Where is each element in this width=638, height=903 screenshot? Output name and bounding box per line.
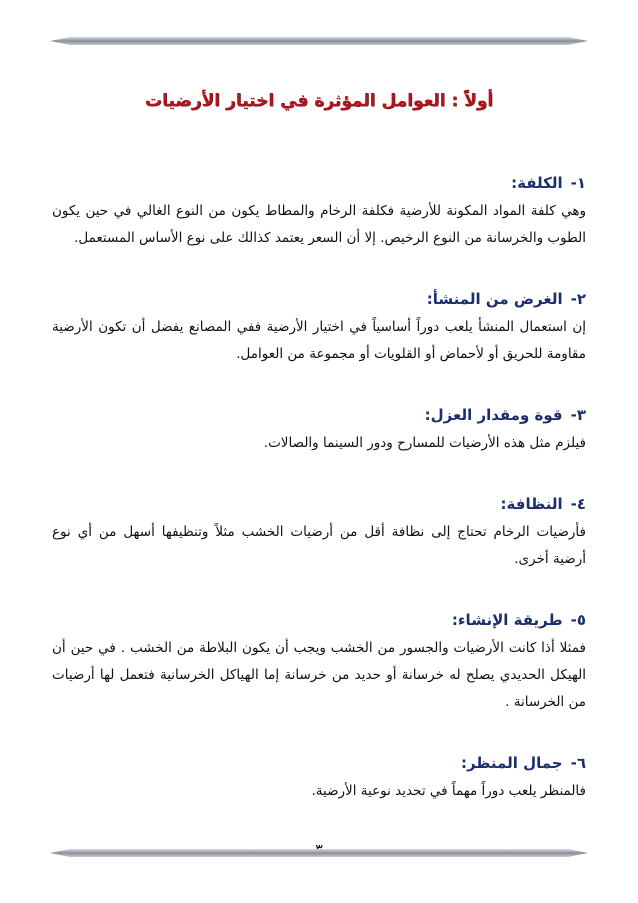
- section-heading: [52, 609, 586, 631]
- section-body: فأرضيات الرخام تحتاج إلى نظافة أقل من أرضيات الخشب مثلاً وتنظيفها أسهل من أي نوع أرضية أخرى.: [52, 524, 586, 567]
- section-number: ٦-: [570, 754, 586, 772]
- page-title: أولاً : العوامل المؤثرة في اختيار الأرضيات: [144, 91, 494, 111]
- section-number: ١-: [570, 174, 586, 192]
- section-construction-method: [52, 609, 586, 716]
- section-body: وهي كلفة المواد المكونة للأرضية فكلفة الرخام والمطاط يكون من النوع الغالي في حين يكون الطوب والخرسانة من النوع الرخيص. إلا أن السعر يعتمد كذالك على نوع الأساس المستعمل.: [52, 203, 586, 246]
- section-body: فيلزم مثل هذه الأرضيات للمسارح ودور السينما والصالات.: [263, 435, 586, 451]
- section-body: فمثلا أذا كانت الأرضيات والجسور من الخشب ويجب أن يكون البلاطة من الخشب . في حين أن الهيكل الحديدي يصلح له خرسانة أو حديد من خرسانة إما الهياكل الخرسانية فتعمل لها أرضيات من الخرسانة .: [52, 640, 586, 710]
- section-number: ٤-: [570, 495, 586, 513]
- section-title: قوة ومقدار العزل:: [424, 406, 563, 424]
- section-cost: [52, 172, 586, 252]
- section-title: الكلفة:: [511, 174, 563, 192]
- section-body: إن استعمال المنشأ يلعب دوراً أساسياً في اختيار الأرضية ففي المصانع يفضل أن تكون الأرضية مقاومة للحريق أو لأحماض أو القلويات أو مجموعة من العوامل.: [52, 319, 586, 362]
- section-heading: [52, 493, 586, 515]
- section-heading: [52, 172, 586, 194]
- section-title: جمال المنظر:: [460, 754, 563, 772]
- section-insulation: [52, 404, 586, 457]
- section-title: النظافة:: [500, 495, 563, 513]
- section-cleanliness: [52, 493, 586, 573]
- section-appearance: [52, 752, 586, 805]
- bottom-decorative-rule: [50, 848, 588, 858]
- section-title: طريقة الإنشاء:: [451, 611, 563, 629]
- section-number: ٥-: [570, 611, 586, 629]
- section-heading: [52, 404, 586, 426]
- section-body: فالمنظر يلعب دوراً مهماً في تحديد نوعية الأرضية.: [311, 783, 586, 799]
- section-number: ٢-: [570, 290, 586, 308]
- section-purpose: [52, 288, 586, 368]
- top-decorative-rule: [50, 36, 588, 46]
- section-heading: [52, 752, 586, 774]
- document-page: [52, 88, 586, 841]
- section-title: الغرض من المنشأ:: [426, 290, 563, 308]
- section-number: ٣-: [570, 406, 586, 424]
- section-heading: [52, 288, 586, 310]
